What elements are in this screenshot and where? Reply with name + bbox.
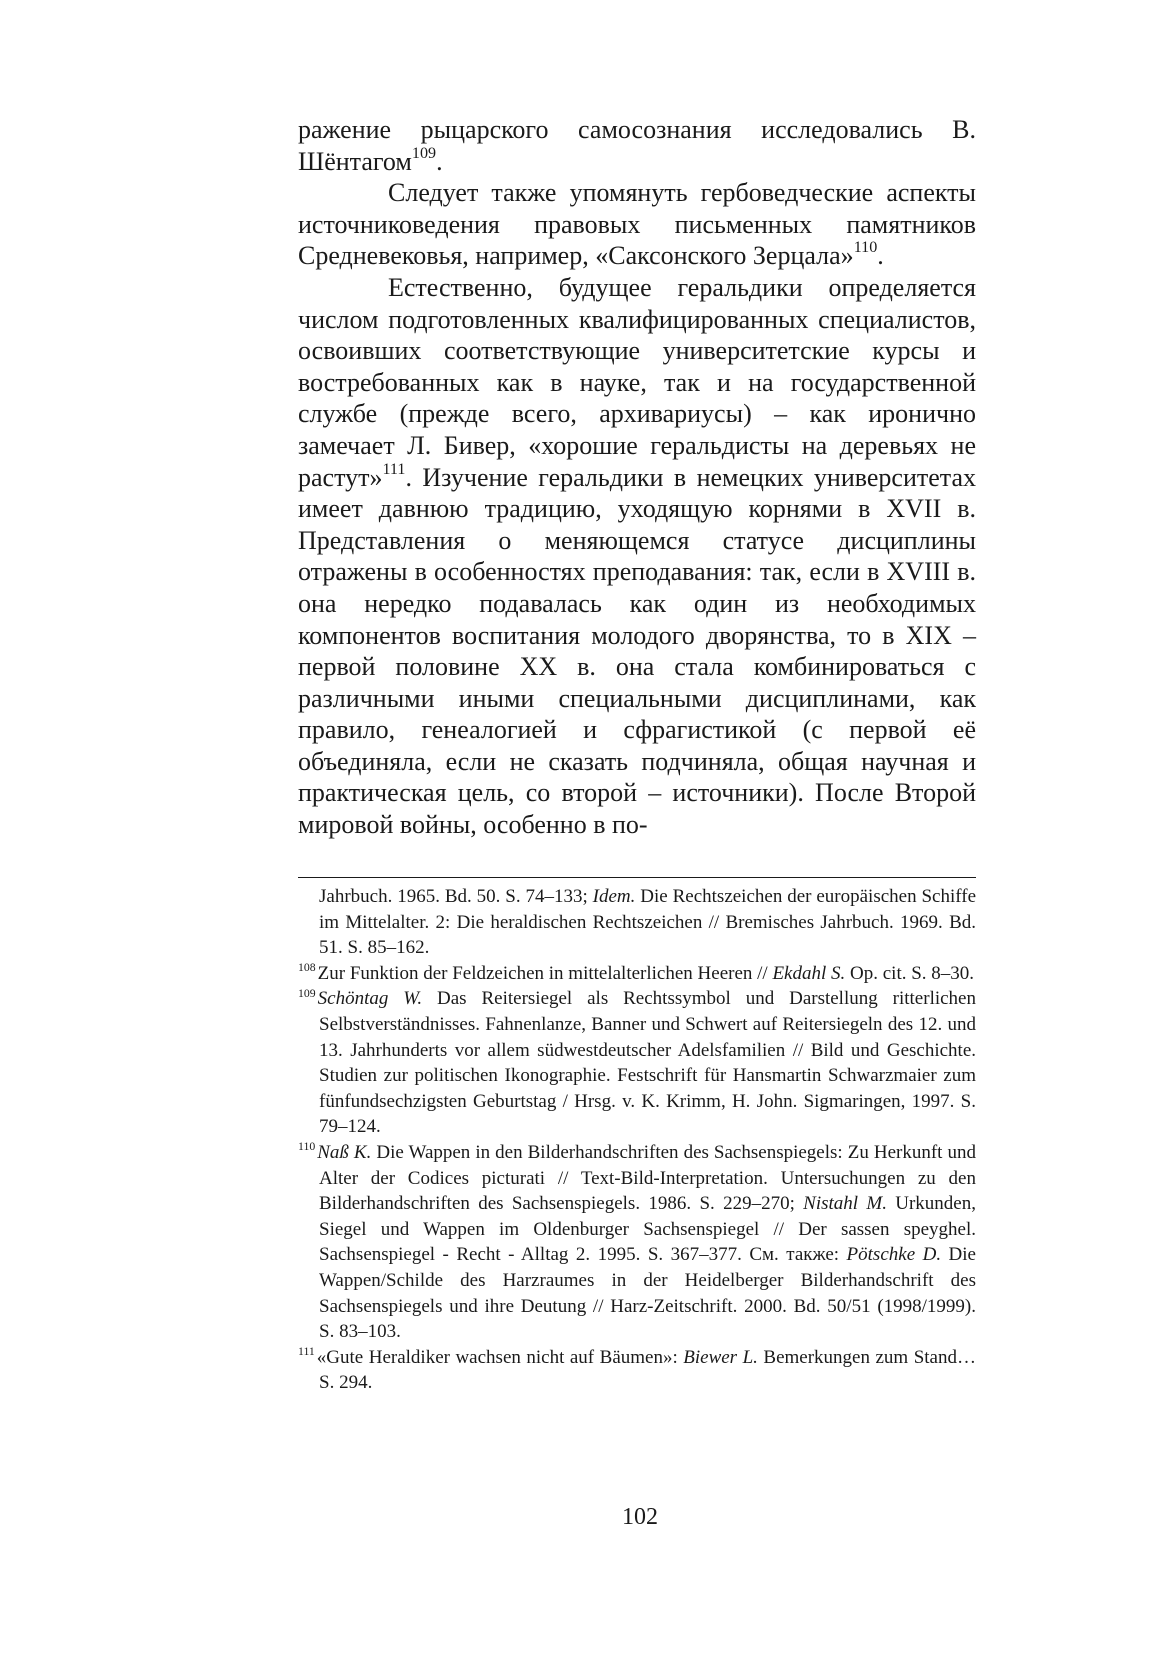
footnote-110-text-3: Die Wappen/Schilde des Harzraumes in der Heidelberger Bilderhandschrift des Sachsenspiegels und ihre Deutung // Harz-Zeitschrift. 2000. Bd. 50/51 (1998/1999). S. 83–103.: [319, 1244, 976, 1343]
paragraph-2: [298, 177, 976, 272]
paragraph-3: [298, 272, 976, 841]
page-number: 102: [622, 1504, 658, 1530]
paragraph-2-tail: .: [877, 241, 884, 271]
footnote-110-text-2: Urkunden, Siegel und Wappen im Oldenburger Sachsenspiegel // Der sassen speyghel. Sachsenspiegel - Recht - Alltag 2. 1995. S. 367–377. См. также:: [319, 1193, 976, 1266]
footnote-111-number: 111: [298, 1345, 315, 1359]
footnote-continuation: [298, 884, 976, 961]
paragraph-1-tail: .: [436, 146, 443, 176]
footnote-108-text-2: Op. cit. S. 8–30.: [845, 962, 975, 984]
footnote-continuation-text: Jahrbuch. 1965. Bd. 50. S. 74–133;: [319, 886, 593, 907]
paragraph-3-tail: . Изучение геральдики в немецких университетах имеет давнюю традицию, уходящую корнями в XVII в. Представления о меняющемся статусе дисциплины отражены в особенностях преподавания: так, если в XVIII в. она нередко подавалась как один из необходимых компонентов воспитания молодого дворянства, то в XIX – первой половине XX в. она стала комбинироваться с различными иными специальными дисциплинами, как правило, генеалогией и сфрагистикой (с первой её объединяла, если не сказать подчиняла, общая научная и практическая цель, со второй – источники). После Второй мировой войны, особенно в по-: [298, 462, 976, 840]
footnote-110-text-1: Die Wappen in den Bilderhandschriften des Sachsenspiegels: Zu Herkunft und Alter der Codices picturati // Text-Bild-Interpretation. Untersuchungen zu den Bilderhandschriften des Sachsenspiegels. 1986. S. 229–270;: [319, 1141, 976, 1215]
footnote-separator: [298, 877, 976, 878]
paragraph-3-text: Естественно, будущее геральдики определяется числом подготовленных квалифицированных специалистов, освоивших соответствующие университетские курсы и востребованных как в науке, так и на государственной службе (прежде всего, архивариусы) – как иронично замечает Л. Бивер, «хорошие геральдисты на деревьях не растут»: [298, 272, 976, 492]
footnote-109-text: Das Reitersiegel als Rechtssymbol und Darstellung ritterlichen Selbstverständnisses. Fahnenlanze, Banner und Schwert auf Reitersiegeln des 12. und 13. Jahrhunderts vor allem südwestdeutscher Adelsfamilien // Bild und Geschichte. Studien zur politischen Ikonographie. Festschrift für Hansmartin Schwarzmaier zum fünfundsechzigsten Geburtstag / Hrsg. v. K. Krimm, H. John. Sigmaringen, 1997. S. 79–124.: [319, 988, 976, 1138]
footnote-ref-111[interactable]: 111: [382, 460, 406, 478]
footnote-110-author-2: Nistahl M.: [803, 1193, 887, 1215]
footnote-111: [298, 1345, 976, 1396]
footnote-110-author-3: Pötschke D.: [846, 1244, 942, 1266]
paragraph-2-text: Следует также упомянуть гербоведческие аспекты источниковедения правовых письменных памятников Средневековья, например, «Саксонского Зерцала»: [298, 178, 976, 271]
footnote-continuation-author: Idem.: [592, 886, 636, 907]
footnote-109: [298, 986, 976, 1140]
footnote-110-author-1: Naß K.: [317, 1141, 372, 1163]
footnote-110-number: 110: [298, 1140, 316, 1154]
footnote-110: [298, 1140, 976, 1345]
paragraph-1: [298, 114, 976, 177]
footnote-108: [298, 961, 976, 987]
footnote-109-author: Schöntag W.: [317, 988, 423, 1010]
footnote-111-text: «Gute Heraldiker wachsen nicht auf Bäumen»:: [316, 1346, 684, 1368]
footnote-109-number: 109: [298, 986, 316, 1000]
footnote-continuation-text-2: Die Rechtszeichen der europäischen Schiffe im Mittelalter. 2: Die heraldischen Rechtszeichen // Bremisches Jahrbuch. 1969. Bd. 51. S. 85–162.: [319, 886, 977, 959]
footnote-ref-109[interactable]: 109: [411, 144, 437, 162]
footnote-111-text-2: Bemerkungen zum Stand… S. 294.: [319, 1346, 976, 1394]
paragraph-1-text: ражение рыцарского самосознания исследовались В. Шёнтагом: [298, 115, 976, 176]
footnote-108-number: 108: [298, 961, 316, 975]
footnote-108-author: Ekdahl S.: [772, 962, 846, 984]
footnote-ref-110[interactable]: 110: [853, 239, 878, 257]
footnote-111-author: Biewer L.: [683, 1346, 758, 1368]
footnotes: [298, 884, 976, 1396]
footnote-108-text: Zur Funktion der Feldzeichen in mittelalterlichen Heeren //: [317, 962, 773, 984]
main-text: [298, 114, 976, 841]
